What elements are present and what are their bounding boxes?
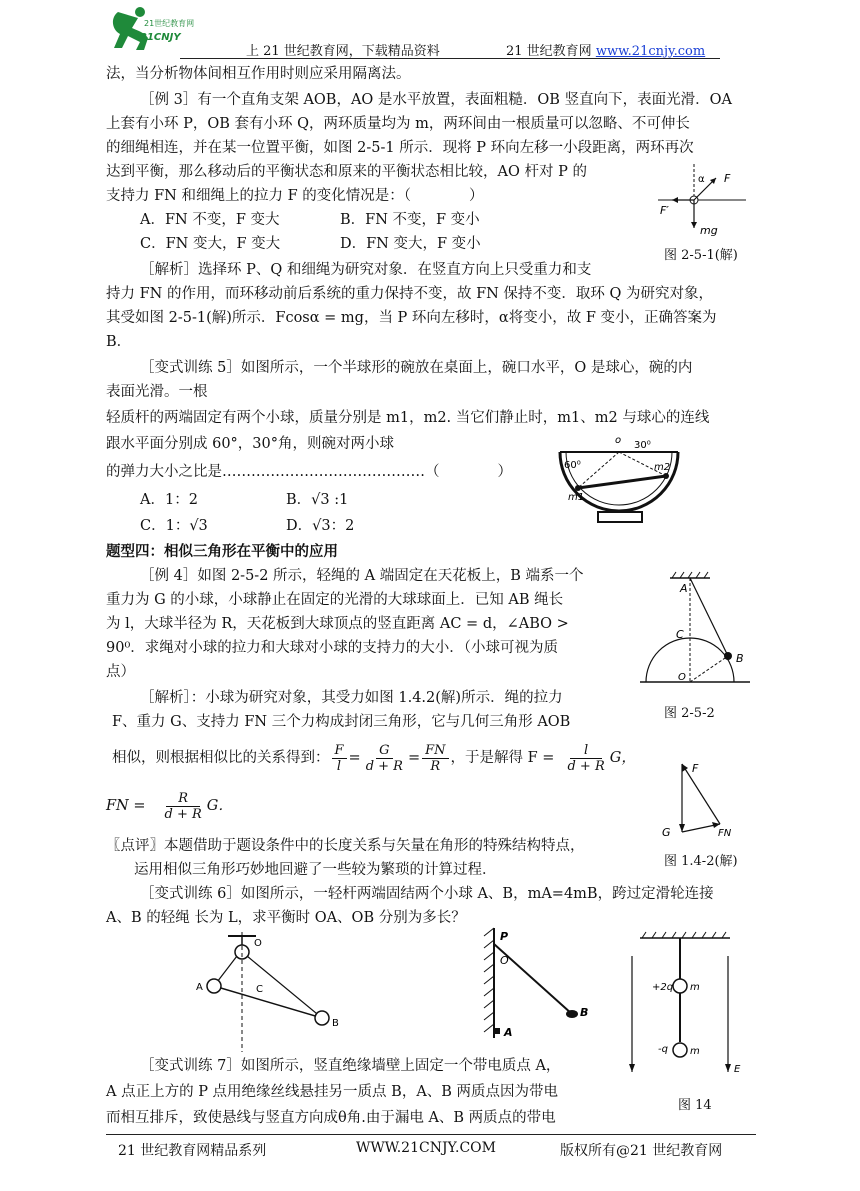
variant5-line5: 的弹力大小之比是……………………………………（ ） bbox=[106, 464, 512, 480]
solution3-line4: B． bbox=[106, 334, 132, 350]
p6-o-label: O bbox=[254, 938, 262, 949]
fraction-l-over-dr bbox=[564, 743, 607, 774]
frac3-num: FN bbox=[422, 743, 448, 759]
p6-b-label: B bbox=[332, 1018, 339, 1029]
caption-2-5-1: 图 2-5-1(解) bbox=[664, 248, 738, 263]
f142-fn-label: FN bbox=[718, 828, 732, 839]
footer-right: 版权所有@21 世纪教育网 bbox=[560, 1143, 723, 1159]
logo-text: 21世纪教育网 bbox=[144, 19, 195, 28]
variant7-line1: ［变式训练 7］如图所示，竖直绝缘墙壁上固定一个带电质点 A， bbox=[140, 1058, 561, 1074]
site-logo bbox=[100, 4, 195, 56]
frac5-den: d + R bbox=[164, 806, 202, 822]
bowl-figure bbox=[558, 430, 682, 526]
f252-o-label: O bbox=[678, 672, 686, 683]
example4-line2: 重力为 G 的小球，小球静止在固定的光滑的大球球面上．已知 AB 绳长 bbox=[106, 592, 564, 608]
bowl-m1-label: m1 bbox=[568, 492, 585, 503]
wall-figure bbox=[480, 926, 600, 1044]
section-type4-heading: 题型四：相似三角形在平衡中的应用 bbox=[106, 543, 338, 560]
example3-line4: 达到平衡，那么移动后的平衡状态和原来的平衡状态相比较，AO 杆对 P 的 bbox=[106, 164, 587, 180]
wall-o-label: O bbox=[500, 954, 509, 967]
solution3-line3: 其受如图 2-5-1(解)所示．Fcosα = mg，当 P 环向左移时，α将变小，故 F 变小，正确答案为 bbox=[106, 310, 717, 326]
variant5-option-c: C．1：√3 bbox=[140, 518, 208, 534]
alpha-label: α bbox=[698, 174, 705, 185]
fraction-f-over-l bbox=[332, 743, 347, 774]
f252-b-label: B bbox=[736, 652, 744, 665]
f14-q2-label: -q bbox=[658, 1044, 668, 1055]
review-line1: 〖点评〗本题借助于题设条件中的长度关系与矢量在角形的特殊结构特点， bbox=[106, 838, 585, 854]
fraction-g-over-dr bbox=[363, 743, 406, 774]
header-left-text: 上 21 世纪教育网，下载精品资料 bbox=[246, 44, 440, 59]
variant5-option-b: B．√3 :1 bbox=[286, 492, 349, 508]
f142-f-label: F bbox=[692, 762, 699, 775]
example4-line1: ［例 4］如图 2-5-2 所示，轻绳的 A 端固定在天花板上，B 端系一个 bbox=[140, 568, 584, 584]
f142-g-label: G bbox=[662, 826, 671, 839]
example3-line1: ［例 3］有一个直角支架 AOB，AO 是水平放置，表面粗糙．OB 竖直向下，表面光滑．OA bbox=[140, 92, 732, 108]
header-link[interactable]: www.21cnjy.com bbox=[595, 44, 706, 59]
header-rule bbox=[180, 58, 720, 59]
solution4-line3-text: 相似，则根据相似比的关系得到： bbox=[112, 750, 330, 766]
header-right bbox=[506, 40, 705, 59]
p6-c-label: C bbox=[256, 984, 263, 995]
solution3-line2: 持力 FN 的作用，而环移动前后系统的重力保持不变，故 FN 保持不变．取环 Q 为研究对象， bbox=[106, 286, 714, 302]
caption-2-5-2: 图 2-5-2 bbox=[664, 706, 715, 721]
frac1-den: l bbox=[336, 758, 342, 774]
variant5-option-d: D．√3：2 bbox=[286, 518, 355, 534]
frac2-den: d + R bbox=[365, 758, 403, 774]
pulley-figure bbox=[190, 928, 340, 1052]
variant5-line2: 表面光滑。一根 bbox=[106, 384, 208, 400]
bowl-60-label: 60⁰ bbox=[564, 460, 581, 471]
force-mg-label: mg bbox=[700, 224, 718, 237]
figure-14 bbox=[620, 932, 750, 1082]
example4-line3: 为 l，大球半径为 R，天花板到大球顶点的竖直距离 AC = d，∠ABO > bbox=[106, 616, 569, 632]
bowl-30-label: 30⁰ bbox=[634, 440, 651, 451]
footer-left: 21 世纪教育网精品系列 bbox=[118, 1143, 267, 1159]
variant6-line2: A、B 的轻绳 长为 L，求平衡时 OA、OB 分别为多长？ bbox=[106, 910, 466, 926]
f14-m1-label: m bbox=[690, 982, 700, 993]
logo-sub: 21CNJY bbox=[140, 32, 181, 43]
f252-c-label: C bbox=[676, 628, 684, 641]
variant5-line4: 跟水平面分别成 60°，30°角，则碗对两小球 bbox=[106, 436, 395, 452]
wall-p-label: P bbox=[500, 930, 509, 943]
solution4-line3-mid: ，于是解得 F = bbox=[450, 750, 555, 766]
variant7-line3: 而相互排斥，致使悬线与竖直方向成θ角.由于漏电 A、B 两质点的带电 bbox=[106, 1110, 556, 1126]
solution4-line3: 相似，则根据相似比的关系得到： $\frac{F}{l}$ = $\frac{G}{d + R}$ = $\frac{FN}{R}$ ，于是解得 F = $\frac{l}{d + R}$ G， bbox=[112, 742, 636, 774]
review-line2: 运用相似三角形巧妙地回避了一些较为繁琐的计算过程． bbox=[134, 862, 497, 878]
variant5-option-a: A．1：2 bbox=[140, 492, 198, 508]
frac1-num: F bbox=[332, 743, 347, 759]
bowl-o-label: o bbox=[615, 435, 622, 446]
variant7-line2: A 点正上方的 P 点用绝缘丝线悬挂另一质点 B，A、B 两质点因为带电 bbox=[106, 1084, 559, 1100]
example3-option-a: A．FN 不变，F 变大 bbox=[140, 212, 280, 228]
frac4-den: d + R bbox=[567, 758, 605, 774]
fraction-r-over-dr bbox=[162, 791, 205, 822]
example3-line5: 支持力 FN 和细绳上的拉力 F 的变化情况是：（ ） bbox=[106, 188, 484, 204]
solution4-fn-eq: FN = bbox=[106, 798, 146, 814]
f14-q1-label: +2q bbox=[652, 982, 674, 993]
solution4-line1: ［解析］：小球为研究对象，其受力如图 1.4.2(解)所示．绳的拉力 bbox=[140, 690, 563, 706]
frac5-num: R bbox=[166, 791, 200, 807]
example3-line3: 的细绳相连，并在某一位置平衡，如图 2-5-1 所示．现将 P 环向左移一小段距离，两环再次 bbox=[106, 140, 694, 156]
example3-option-d: D．FN 变大，F 变小 bbox=[340, 236, 481, 252]
figure-1-4-2 bbox=[656, 758, 746, 842]
para-intro: 法，当分析物体间相互作用时则应采用隔离法。 bbox=[106, 66, 411, 82]
figure-2-5-2 bbox=[640, 572, 764, 694]
wall-a-label: A bbox=[504, 1026, 513, 1039]
example4-line5: 点） bbox=[106, 664, 135, 680]
bowl-m2-label: m2 bbox=[654, 462, 671, 473]
f252-a-label: A bbox=[680, 582, 688, 595]
footer-rule bbox=[106, 1134, 756, 1135]
header-right-label: 21 世纪教育网 bbox=[506, 44, 592, 59]
variant6-line1: ［变式训练 6］如图所示，一轻杆两端固结两个小球 A、B，mA=4mB，跨过定滑轮连接 bbox=[140, 886, 714, 902]
example3-option-c: C．FN 变大，F 变大 bbox=[140, 236, 281, 252]
caption-1-4-2: 图 1.4-2(解) bbox=[664, 854, 738, 869]
caption-14: 图 14 bbox=[678, 1098, 712, 1113]
f14-m2-label: m bbox=[690, 1046, 700, 1057]
variant5-line3: 轻质杆的两端固定有两个小球，质量分别是 m1，m2. 当它们静止时，m1、m2 与球心的连线 bbox=[106, 410, 710, 426]
f14-e-label: E bbox=[734, 1064, 741, 1075]
frac4-num: l bbox=[570, 743, 602, 759]
solution4-line4 bbox=[106, 786, 233, 826]
solution4-line2: F、重力 G、支持力 FN 三个力构成封闭三角形，它与几何三角形 AOB bbox=[112, 714, 571, 730]
solution3-line1: ［解析］选择环 P、Q 和细绳为研究对象．在竖直方向上只受重力和支 bbox=[140, 262, 592, 278]
frac2-num: G bbox=[376, 743, 392, 759]
figure-2-5-1 bbox=[654, 160, 754, 240]
solution4-line3-end: G， bbox=[609, 750, 636, 766]
force-f-label: F bbox=[724, 172, 731, 185]
force-fprime-label: F′ bbox=[660, 204, 669, 217]
example3-line2: 上套有小环 P，OB 套有小环 Q，两环质量均为 m，两环间由一根质量可以忽略、不可伸长 bbox=[106, 116, 690, 132]
fraction-fn-over-r bbox=[422, 743, 448, 774]
example3-option-b: B．FN 不变，F 变小 bbox=[340, 212, 480, 228]
variant5-line1: ［变式训练 5］如图所示，一个半球形的碗放在桌面上，碗口水平，O 是球心，碗的内 bbox=[140, 360, 693, 376]
p6-a-label: A bbox=[196, 982, 203, 993]
example4-line4: 90⁰．求绳对小球的拉力和大球对小球的支持力的大小．（小球可视为质 bbox=[106, 640, 559, 656]
solution4-line4-end: G． bbox=[206, 798, 233, 814]
frac3-den: R bbox=[430, 758, 441, 774]
wall-b-label: B bbox=[580, 1006, 589, 1019]
footer-mid: WWW.21CNJY.COM bbox=[356, 1140, 496, 1156]
